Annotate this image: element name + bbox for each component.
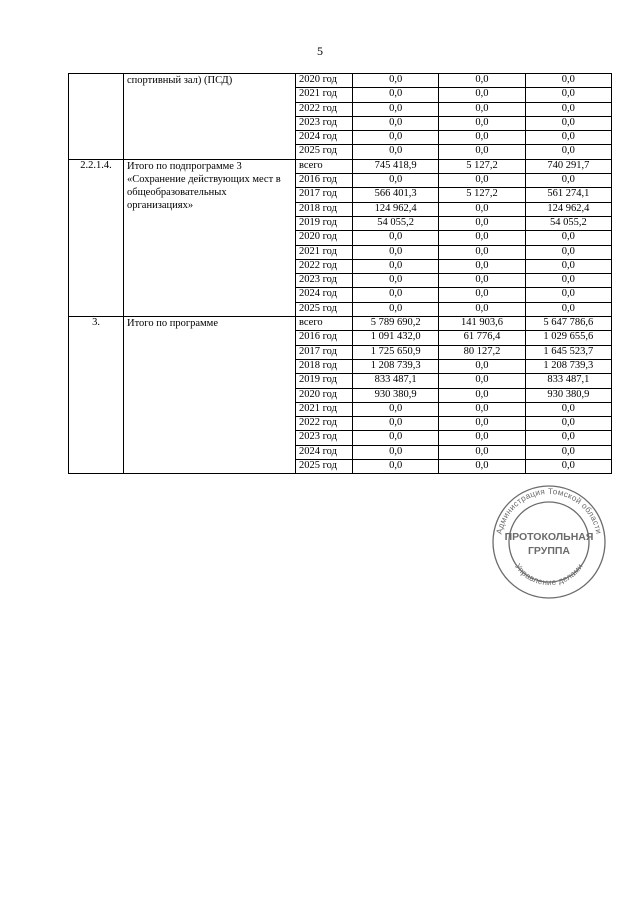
total-cell: 1 091 432,0 [353,331,439,345]
year-cell: 2020 год [296,388,353,402]
total-cell: 0,0 [353,288,439,302]
federal-cell: 0,0 [439,431,525,445]
regional-cell: 1 645 523,7 [525,345,611,359]
total-cell: 0,0 [353,274,439,288]
regional-cell: 0,0 [525,131,611,145]
regional-cell: 0,0 [525,460,611,474]
regional-cell: 0,0 [525,288,611,302]
total-cell: 0,0 [353,102,439,116]
federal-cell: 0,0 [439,202,525,216]
federal-cell: 61 776,4 [439,331,525,345]
total-cell: 54 055,2 [353,216,439,230]
year-cell: 2023 год [296,431,353,445]
section-name: спортивный зал) (ПСД) [124,74,296,160]
regional-cell: 0,0 [525,302,611,316]
year-cell: 2024 год [296,131,353,145]
total-cell: 0,0 [353,74,439,88]
total-cell: 745 418,9 [353,159,439,173]
year-cell: 2016 год [296,331,353,345]
federal-cell: 0,0 [439,116,525,130]
total-cell: 0,0 [353,174,439,188]
table-row [69,159,612,173]
federal-cell: 0,0 [439,388,525,402]
section-number [69,74,124,160]
regional-cell: 930 380,9 [525,388,611,402]
stamp-center-line1: ПРОТОКОЛЬНАЯ [504,531,594,543]
year-cell: 2020 год [296,231,353,245]
regional-cell: 0,0 [525,102,611,116]
year-cell: 2025 год [296,145,353,159]
year-cell: 2018 год [296,202,353,216]
regional-cell: 0,0 [525,88,611,102]
stamp-center-line2: ГРУППА [527,545,571,557]
year-cell: 2025 год [296,302,353,316]
regional-cell: 0,0 [525,259,611,273]
federal-cell: 0,0 [439,145,525,159]
federal-cell: 0,0 [439,74,525,88]
total-cell: 1 725 650,9 [353,345,439,359]
section-name: Итого по подпрограмме 3 «Сохранение действующих мест в общеобразовательных организациях» [124,159,296,316]
total-cell: 0,0 [353,402,439,416]
federal-cell: 0,0 [439,402,525,416]
total-cell: 0,0 [353,245,439,259]
regional-cell: 5 647 786,6 [525,317,611,331]
stamp-bottom-text: Управление делами [513,561,585,588]
budget-table [68,73,612,474]
regional-cell: 0,0 [525,174,611,188]
total-cell: 0,0 [353,116,439,130]
year-cell: всего [296,159,353,173]
year-cell: 2021 год [296,402,353,416]
federal-cell: 5 127,2 [439,188,525,202]
regional-cell: 0,0 [525,145,611,159]
federal-cell: 0,0 [439,460,525,474]
year-cell: 2019 год [296,216,353,230]
regional-cell: 561 274,1 [525,188,611,202]
federal-cell: 0,0 [439,102,525,116]
year-cell: 2022 год [296,259,353,273]
protocol-group-stamp [486,482,612,600]
federal-cell: 0,0 [439,88,525,102]
total-cell: 0,0 [353,302,439,316]
year-cell: 2017 год [296,188,353,202]
regional-cell: 0,0 [525,116,611,130]
federal-cell: 0,0 [439,231,525,245]
regional-cell: 833 487,1 [525,374,611,388]
section-number: 3. [69,317,124,474]
federal-cell: 0,0 [439,131,525,145]
regional-cell: 0,0 [525,274,611,288]
total-cell: 5 789 690,2 [353,317,439,331]
federal-cell: 0,0 [439,259,525,273]
regional-cell: 0,0 [525,417,611,431]
year-cell: 2023 год [296,116,353,130]
federal-cell: 141 903,6 [439,317,525,331]
total-cell: 0,0 [353,417,439,431]
section-name: Итого по программе [124,317,296,474]
year-cell: 2019 год [296,374,353,388]
table-row [69,317,612,331]
federal-cell: 80 127,2 [439,345,525,359]
regional-cell: 0,0 [525,431,611,445]
regional-cell: 0,0 [525,74,611,88]
regional-cell: 124 962,4 [525,202,611,216]
total-cell: 833 487,1 [353,374,439,388]
year-cell: 2022 год [296,417,353,431]
page-number: 5 [317,44,323,58]
total-cell: 930 380,9 [353,388,439,402]
total-cell: 0,0 [353,460,439,474]
federal-cell: 0,0 [439,445,525,459]
federal-cell: 0,0 [439,359,525,373]
federal-cell: 0,0 [439,245,525,259]
year-cell: 2024 год [296,445,353,459]
total-cell: 0,0 [353,88,439,102]
federal-cell: 0,0 [439,288,525,302]
total-cell: 0,0 [353,259,439,273]
federal-cell: 5 127,2 [439,159,525,173]
total-cell: 1 208 739,3 [353,359,439,373]
total-cell: 0,0 [353,145,439,159]
federal-cell: 0,0 [439,417,525,431]
regional-cell: 1 029 655,6 [525,331,611,345]
total-cell: 0,0 [353,431,439,445]
year-cell: 2021 год [296,245,353,259]
year-cell: 2024 год [296,288,353,302]
year-cell: 2021 год [296,88,353,102]
section-number: 2.2.1.4. [69,159,124,316]
year-cell: 2020 год [296,74,353,88]
year-cell: 2018 год [296,359,353,373]
federal-cell: 0,0 [439,174,525,188]
svg-text:Управление делами [513,562,585,587]
regional-cell: 0,0 [525,445,611,459]
total-cell: 124 962,4 [353,202,439,216]
year-cell: всего [296,317,353,331]
federal-cell: 0,0 [439,274,525,288]
year-cell: 2023 год [296,274,353,288]
regional-cell: 740 291,7 [525,159,611,173]
federal-cell: 0,0 [439,374,525,388]
regional-cell: 0,0 [525,231,611,245]
year-cell: 2025 год [296,460,353,474]
year-cell: 2016 год [296,174,353,188]
year-cell: 2017 год [296,345,353,359]
total-cell: 566 401,3 [353,188,439,202]
stamp-outer-text: Администрация Томской области [494,486,604,536]
total-cell: 0,0 [353,231,439,245]
federal-cell: 0,0 [439,302,525,316]
table-row [69,74,612,88]
total-cell: 0,0 [353,445,439,459]
total-cell: 0,0 [353,131,439,145]
year-cell: 2022 год [296,102,353,116]
regional-cell: 0,0 [525,245,611,259]
regional-cell: 54 055,2 [525,216,611,230]
federal-cell: 0,0 [439,216,525,230]
regional-cell: 1 208 739,3 [525,359,611,373]
regional-cell: 0,0 [525,402,611,416]
